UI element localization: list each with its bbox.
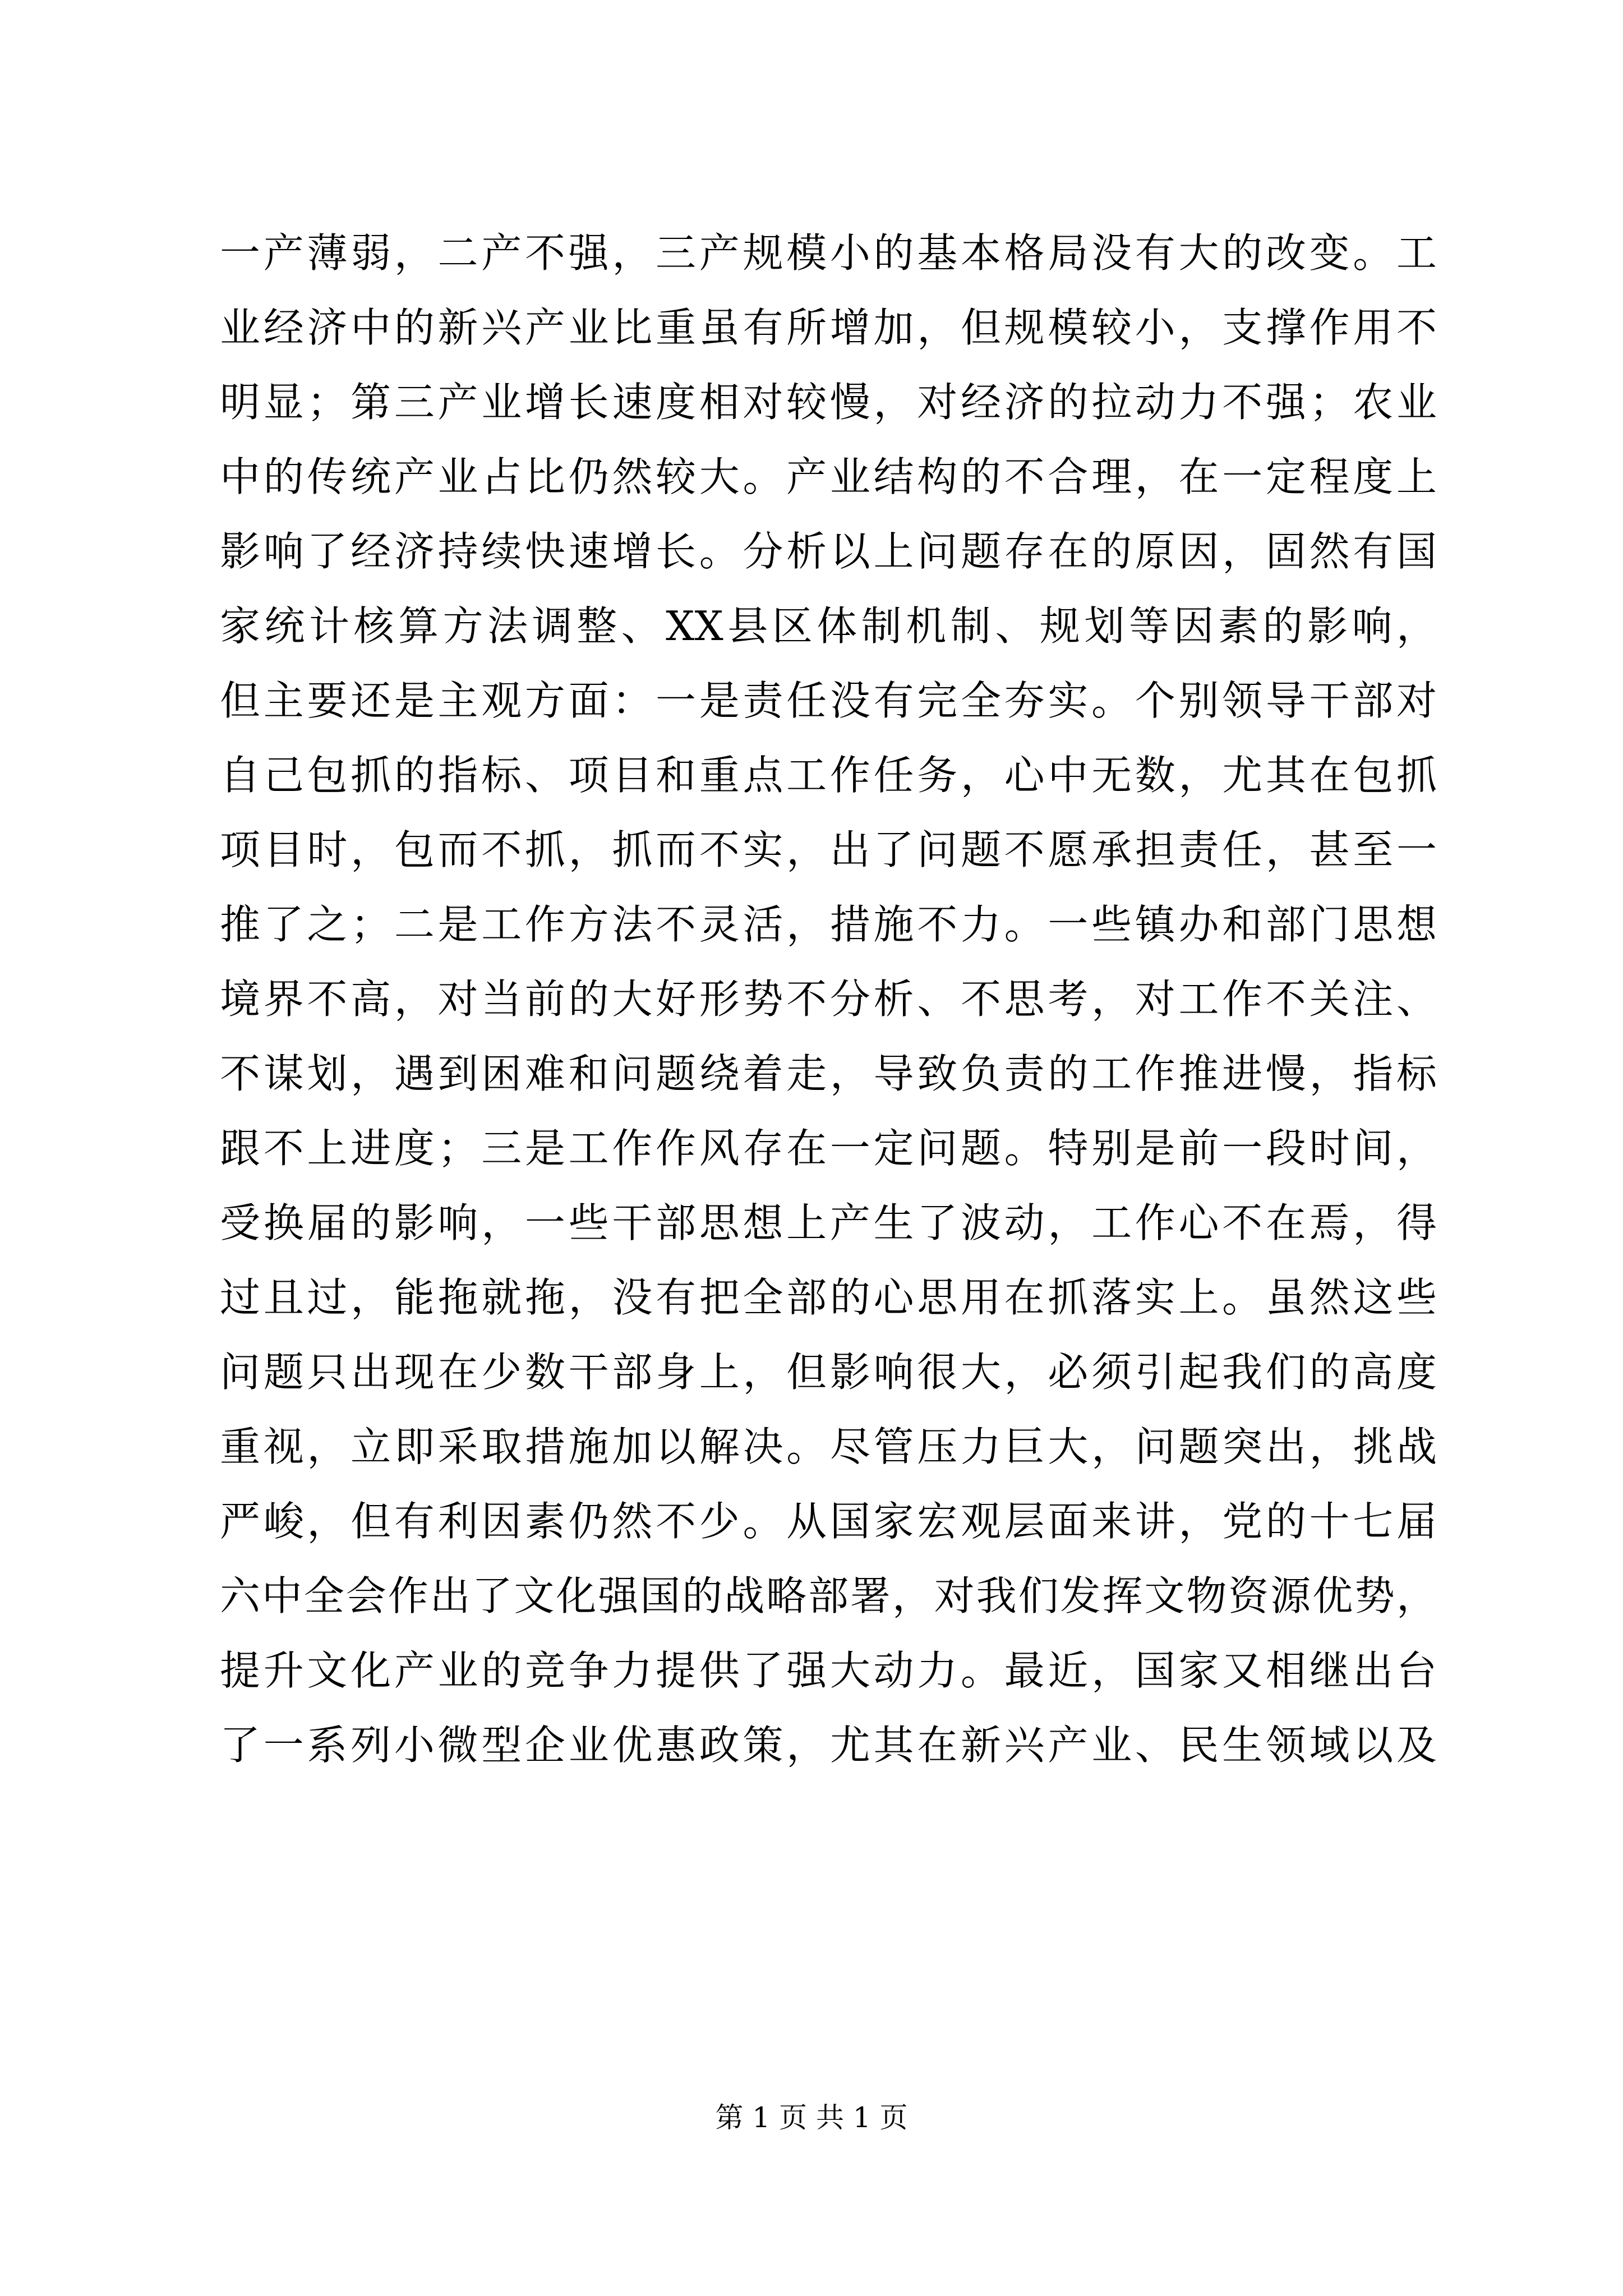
- text-line: 了一系列小微型企业优惠政策，尤其在新兴产业、民生领域以及: [220, 1722, 1437, 1769]
- text-line: 中的传统产业占比仍然较大。产业结构的不合理，在一定程度上: [220, 453, 1437, 500]
- page-number-footer: 第 1 页 共 1 页: [715, 2101, 908, 2134]
- text-line: 六中全会作出了文化强国的战略部署，对我们发挥文物资源优势，: [220, 1572, 1437, 1619]
- text-line: 境界不高，对当前的大好形势不分析、不思考，对工作不关注、: [220, 976, 1437, 1023]
- text-line: 受换届的影响，一些干部思想上产生了波动，工作心不在焉，得: [220, 1199, 1437, 1246]
- text-line: 业经济中的新兴产业比重虽有所增加，但规模较小，支撑作用不: [220, 304, 1437, 351]
- text-line: 不谋划，遇到困难和问题绕着走，导致负责的工作推进慢，指标: [220, 1050, 1437, 1097]
- text-line: 严峻，但有利因素仍然不少。从国家宏观层面来讲，党的十七届: [220, 1498, 1437, 1545]
- text-line: 问题只出现在少数干部身上，但影响很大，必须引起我们的高度: [220, 1349, 1437, 1396]
- text-line: 项目时，包而不抓，抓而不实，出了问题不愿承担责任，甚至一: [220, 826, 1437, 873]
- text-line: 但主要还是主观方面：一是责任没有完全夯实。个别领导干部对: [220, 677, 1437, 724]
- text-line: 重视，立即采取措施加以解决。尽管压力巨大，问题突出，挑战: [220, 1423, 1437, 1470]
- text-line: 推了之；二是工作方法不灵活，措施不力。一些镇办和部门思想: [220, 901, 1437, 948]
- text-line: 明显；第三产业增长速度相对较慢，对经济的拉动力不强；农业: [220, 379, 1437, 426]
- body-paragraph: [220, 216, 1437, 1783]
- text-line: 跟不上进度；三是工作作风存在一定问题。特别是前一段时间，: [220, 1125, 1437, 1172]
- text-line: 过且过，能拖就拖，没有把全部的心思用在抓落实上。虽然这些: [220, 1274, 1437, 1321]
- text-line: 家统计核算方法调整、XX县区体制机制、规划等因素的影响，: [220, 602, 1437, 650]
- text-line: 自己包抓的指标、项目和重点工作任务，心中无数，尤其在包抓: [220, 752, 1437, 799]
- text-line: 一产薄弱，二产不强，三产规模小的基本格局没有大的改变。工: [220, 229, 1437, 277]
- text-line: 提升文化产业的竞争力提供了强大动力。最近，国家又相继出台: [220, 1647, 1437, 1694]
- text-line: 影响了经济持续快速增长。分析以上问题存在的原因，固然有国: [220, 528, 1437, 575]
